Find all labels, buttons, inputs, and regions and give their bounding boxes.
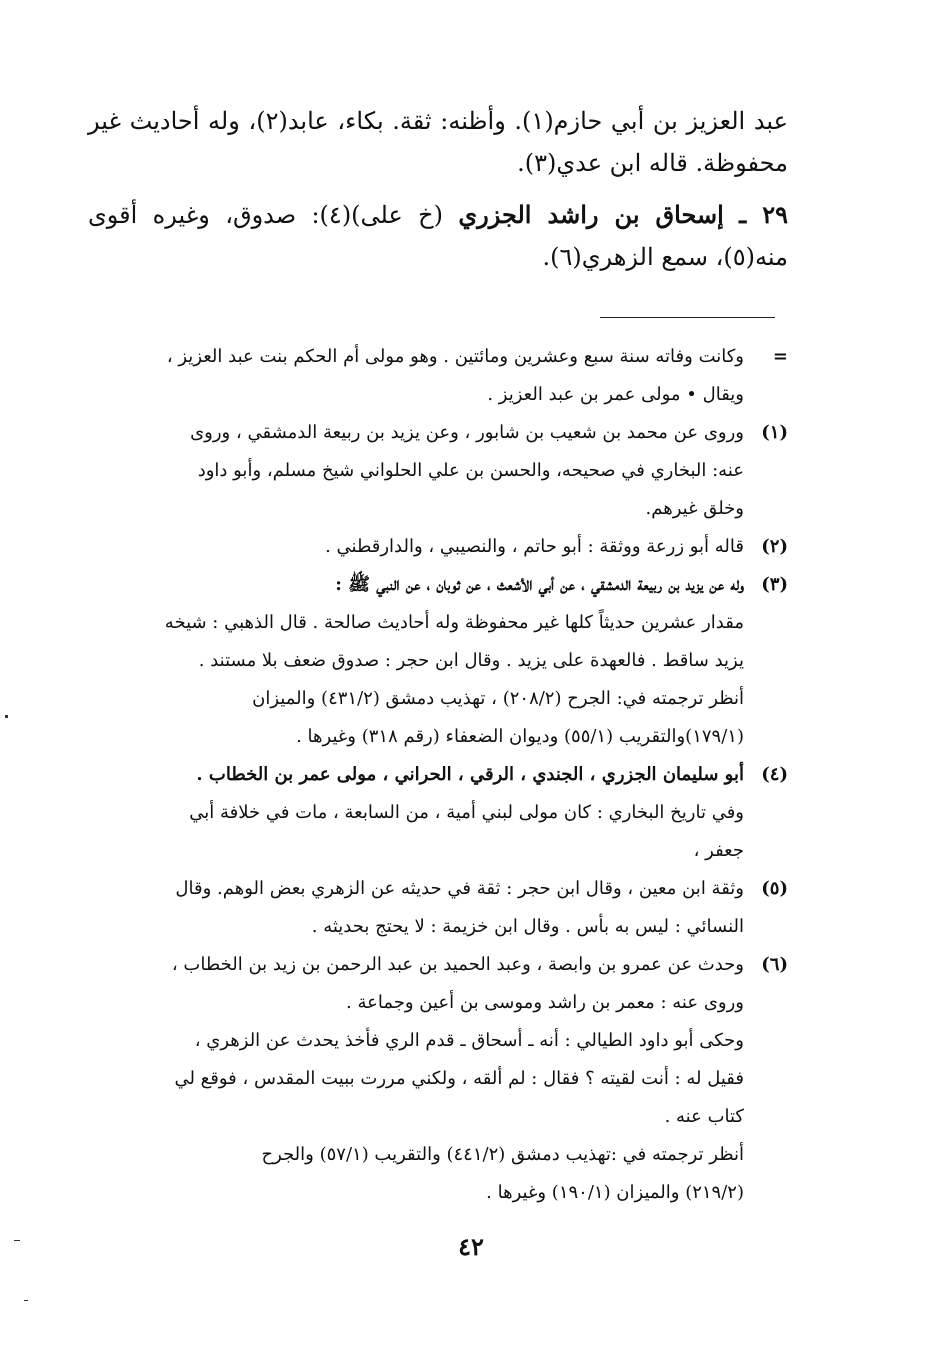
footnote-4 (88, 756, 788, 870)
footnotes (88, 338, 788, 1212)
entry-name: إسحاق بن راشد الجزري (458, 200, 724, 229)
footnote-line: وحدث عن عمرو بن وابصة ، وعبد الحميد بن عبد الرحمن بن زيد بن الخطاب ، (171, 954, 744, 975)
scan-speck (5, 715, 8, 718)
footnote-line: مقدار عشرين حديثاً كلها غير محفوظة وله أحاديث صالحة . قال الذهبي : شيخه (164, 612, 744, 633)
footnote-1 (88, 414, 788, 528)
footnote-line: وكانت وفاته سنة سبع وعشرين ومائتين . وهو مولى أم الحكم بنت عبد العزيز ، (166, 346, 744, 367)
main-paragraph-1: عبد العزيز بن أبي حازم(١). وأظنه: ثقة. بكاء، عابد(٢)، وله أحاديث غير محفوظة. قاله ابن عدي(٣). (88, 107, 788, 177)
footnote-2 (88, 528, 788, 566)
footnote-line: فقيل له : أنت لقيته ؟ فقال : لم ألقه ، ولكني مررت ببيت المقدس ، فوقع لي (174, 1068, 744, 1089)
footnote-line: (١٧٩/١)والتقريب (٥٥/١) وديوان الضعفاء (رقم ٣١٨) وغيرها . (296, 726, 744, 747)
footnote-number: (٦) (761, 954, 788, 975)
footnote-number: (١) (761, 422, 788, 443)
footnote-line: عنه: البخاري في صحيحه، والحسن بن علي الحلواني شيخ مسلم، وأبو داود (197, 460, 744, 481)
footnote-separator (600, 317, 775, 318)
footnote-3 (88, 566, 788, 756)
footnote-number: (٢) (761, 536, 788, 557)
entry-number: ٢٩ ـ (739, 200, 788, 229)
footnote-line: ويقال • مولى عمر بن عبد العزيز . (487, 384, 744, 405)
footnote-line: أنظر ترجمته في :تهذيب دمشق (٤٤١/٢) والتقريب (٥٧/١) والجرح (261, 1144, 744, 1165)
page-number: ٤٢ (458, 1232, 484, 1261)
footnote-continuation (88, 338, 788, 414)
footnote-line: النسائي : ليس به بأس . وقال ابن خزيمة : لا يحتج بحديثه . (311, 916, 744, 937)
footnote-line: (٢١٩/٢) والميزان (١٩٠/١) وغيرها . (486, 1182, 744, 1203)
footnote-line: وله عن يزيد بن ربيعة الدمشقي ، عن أبي الأشعث ، عن ثوبان ، عن النبي ﷺ : (335, 574, 744, 595)
footnote-line: قاله أبو زرعة ووثقة : أبو حاتم ، والنصيبي ، والدارقطني . (325, 536, 744, 557)
footnote-line: كتاب عنه . (664, 1106, 744, 1127)
footnote-6 (88, 946, 788, 1212)
footnote-line: وحكى أبو داود الطيالي : أنه ـ أسحاق ـ قدم الري فأخذ يحدث عن الزهري ، (194, 1030, 744, 1051)
footnote-line: أبو سليمان الجزري ، الجندي ، الرقي ، الحراني ، مولى عمر بن الخطاب . (196, 764, 744, 785)
main-paragraph-2 (88, 194, 788, 278)
footnote-number: (٤) (761, 764, 788, 785)
footnote-line: جعفر ، (693, 840, 744, 861)
main-text (88, 100, 788, 288)
entry-description: (خ على)(٤): صدوق، وغيره أقوى منه(٥)، سمع الزهري(٦). (88, 201, 788, 271)
footnote-line: وروى عن محمد بن شعيب بن شابور ، وعن يزيد بن ربيعة الدمشقي ، وروى (190, 422, 744, 443)
footnote-line: وخلق غيرهم. (645, 498, 744, 519)
footnote-line: وفي تاريخ البخاري : كان مولى لبني أمية ، من السابعة ، مات في خلافة أبي (189, 802, 744, 823)
footnote-5 (88, 870, 788, 946)
footnote-line: وروى عنه : معمر بن راشد وموسى بن أعين وجماعة . (346, 992, 744, 1013)
continuation-mark: = (772, 346, 788, 367)
footnote-line: وثقة ابن معين ، وقال ابن حجر : ثقة في حديثه عن الزهري بعض الوهم. وقال (175, 878, 744, 899)
scan-speck (24, 1300, 28, 1301)
footnote-number: (٥) (761, 878, 788, 899)
footnote-line: أنظر ترجمته في: الجرح (٢٠٨/٢) ، تهذيب دمشق (٤٣١/٢) والميزان (252, 688, 744, 709)
footnote-number: (٣) (761, 574, 788, 595)
scan-speck (14, 1240, 20, 1241)
footnote-line: يزيد ساقط . فالعهدة على يزيد . وقال ابن حجر : صدوق ضعف بلا مستند . (198, 650, 744, 671)
